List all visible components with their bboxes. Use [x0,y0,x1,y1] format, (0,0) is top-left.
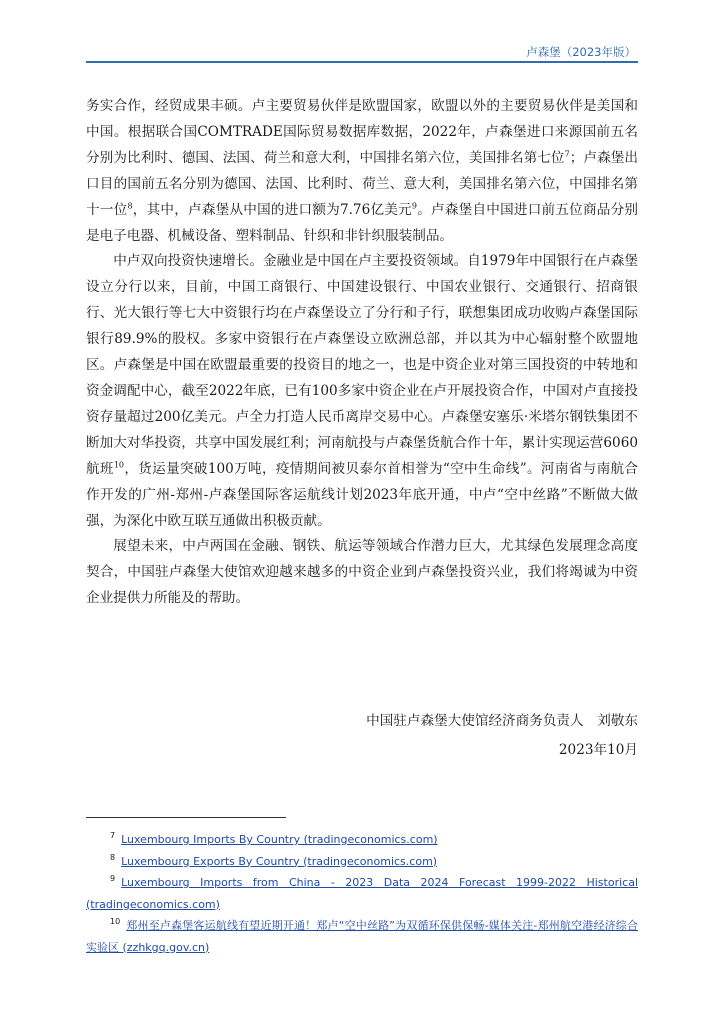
text-run: ；卢森堡出口目的国前五名分别为德国、法国、比利时、荷兰、意大利，美国排名第六位，中国排名第十一位 [86,149,639,218]
footnote-link[interactable]: Luxembourg Imports from China - 2023 Data 2024 Forecast 1999-2022 Historical (tradingeconomics.com) [86,876,638,911]
signature-date: 2023年10月 [558,742,638,758]
footnote-ref-10[interactable]: 10 [113,460,125,470]
text-run: ，货运量突破100万吨，疫情期间被贝泰尔首相誉为“空中生命线”。河南省与南航合作开发的广州-郑州-卢森堡国际客运航线计划2023年底开通，中卢“空中丝路”不断做大做强，为深化中欧互联互通做出积极贡献。 [86,460,639,529]
page-header [86,44,638,63]
paragraph-outlook [86,534,638,612]
signature-block [366,707,638,765]
text-run: 展望未来，中卢两国在金融、钢铁、航运等领域合作潜力巨大，尤其绿色发展理念高度契合，中国驻卢森堡大使馆欢迎越来越多的中资企业到卢森堡投资兴业，我们将竭诚为中资企业提供力所能及的帮助。 [86,538,638,607]
body-text [86,94,638,612]
footnote-9 [86,872,638,915]
footnote-number: 8 [110,852,116,862]
footnote-ref-7[interactable]: 7 [564,149,570,159]
text-run: 。卢森堡自中国进口前五位商品分别是电子电器、机械设备、塑料制品、针织和非针织服装制品。 [86,201,639,244]
footnote-link[interactable]: 郑州至卢森堡客运航线有望近期开通！郑卢“空中丝路”为双循环保供保畅-媒体关注-郑州航空港经济综合实验区 (zzhkgq.gov.cn) [86,919,638,954]
footnote-10 [86,915,638,958]
footnotes [86,829,638,958]
footnote-ref-9[interactable]: 9 [411,201,417,211]
running-header-title: 卢森堡（2023年版） [526,45,636,59]
text-run: 中卢双向投资快速增长。金融业是中国在卢主要投资领域。自1979年中国银行在卢森堡设立分行以来，目前，中国工商银行、中国建设银行、中国农业银行、交通银行、招商银行、光大银行等七大中资银行均在卢森堡设立了分行和子行，联想集团成功收购卢森堡国际银行89.9%的股权。多家中资银行在卢森堡设立欧洲总部，并以其为中心辐射整个欧盟地区。卢森堡是中国在欧盟最重要的投资目的地之一，也是中资企业对第三国投资的中转地和资金调配中心，截至2022年底，已有100多家中资企业在卢开展投资合作，中国对卢直接投资存量超过200亿美元。卢全力打造人民币离岸交易中心。卢森堡安塞乐·米塔尔钢铁集团不断加大对华投资，共享中国发展红利；河南航投与卢森堡货航合作十年，累计实现运营6060航班 [86,253,638,477]
footnote-ref-8[interactable]: 8 [127,201,133,211]
signature-name: 中国驻卢森堡大使馆经济商务负责人 刘敬东 [366,713,638,729]
footnote-8 [86,851,638,873]
text-run: 务实合作，经贸成果丰硕。卢主要贸易伙伴是欧盟国家，欧盟以外的主要贸易伙伴是美国和中国。根据联合国COMTRADE国际贸易数据库数据，2022年，卢森堡进口来源国前五名分别为比利时、德国、法国、荷兰和意大利，中国排名第六位，美国排名第七位 [86,98,638,166]
footnote-link[interactable]: Luxembourg Imports By Country (tradingeconomics.com) [121,833,438,846]
footnote-divider [86,817,286,818]
footnote-link[interactable]: Luxembourg Exports By Country (tradingeconomics.com) [121,854,438,868]
footnote-7 [86,829,638,851]
paragraph-trade [86,94,638,249]
paragraph-investment [86,249,638,534]
footnote-number: 10 [110,917,121,927]
text-run: ，其中，卢森堡从中国的进口额为7.76亿美元 [132,201,412,218]
footnote-number: 9 [110,874,116,884]
footnote-number: 7 [110,831,116,841]
